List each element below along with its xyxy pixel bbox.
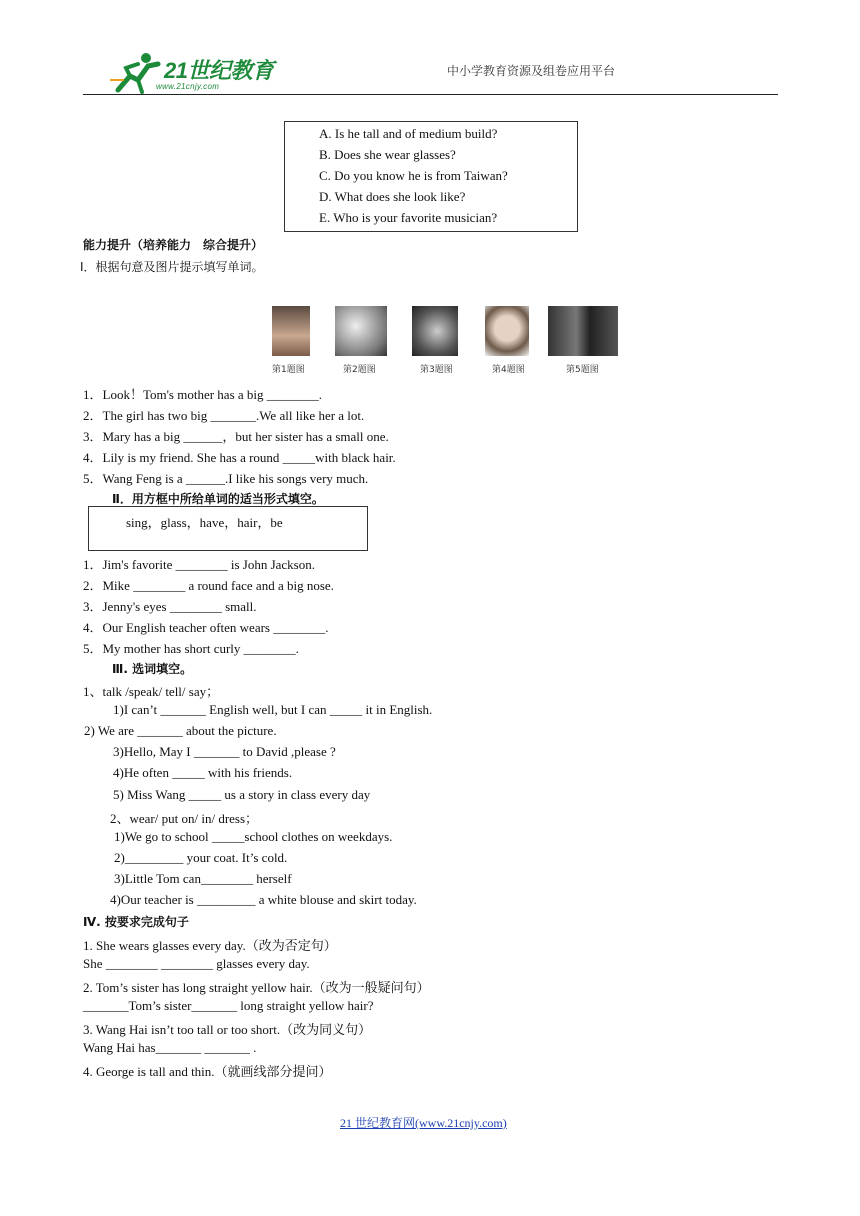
part4-line: She ________ ________ glasses every day.: [83, 956, 310, 971]
part2-item: 2．Mike ________ a round face and a big nose.: [83, 578, 334, 593]
part1-title: Ⅰ．根据句意及图片提示填写单词。: [80, 260, 264, 274]
part2-item: 4．Our English teacher often wears ________.: [83, 620, 329, 635]
part2-item: 3．Jenny's eyes ________ small.: [83, 599, 257, 614]
part4-title: Ⅳ. 按要求完成句子: [83, 915, 189, 929]
part3-group2-title: 2、wear/ put on/ in/ dress；: [110, 811, 259, 826]
logo-url: www.21cnjy.com: [156, 82, 220, 91]
part3-item: 4)He often _____ with his friends.: [113, 765, 293, 780]
photo-eyes: [335, 306, 387, 356]
part1-item: 2．The girl has two big _______.We all like her a lot.: [83, 408, 365, 423]
options-box: [284, 121, 578, 232]
option-b: B. Does she wear glasses?: [319, 147, 456, 162]
part4-line: 4. George is tall and thin.（就画线部分提问）: [83, 1064, 332, 1079]
part3-item: 5) Miss Wang _____ us a story in class every day: [113, 787, 371, 802]
section-heading: 能力提升（培养能力 综合提升）: [83, 238, 264, 252]
caption-3: 第3题图: [420, 365, 453, 375]
part3-item: 3)Little Tom can________ herself: [114, 871, 292, 886]
word-box: [88, 506, 368, 551]
part2-item: 5．My mother has short curly ________.: [83, 641, 299, 656]
caption-1: 第1题图: [272, 365, 305, 375]
part1-item: 3．Mary has a big ______，but her sister has a small one.: [83, 429, 389, 444]
part4-line: 2. Tom’s sister has long straight yellow hair.（改为一般疑问句）: [83, 980, 430, 995]
part4-line: _______Tom’s sister_______ long straight yellow hair?: [83, 998, 374, 1013]
part3-item: 2)_________ your coat. It’s cold.: [114, 850, 288, 865]
part4-line: 1. She wears glasses every day.（改为否定句）: [83, 938, 337, 953]
photo-singer: [548, 306, 618, 356]
photo-nose: [412, 306, 458, 356]
part3-item: 3)Hello, May I _______ to David ,please ?: [113, 744, 336, 759]
part2-title: Ⅱ．用方框中所给单词的适当形式填空。: [112, 492, 324, 506]
caption-2: 第2题图: [343, 365, 376, 375]
caption-5: 第5题图: [566, 365, 599, 375]
part1-item: 4．Lily is my friend. She has a round _____with black hair.: [83, 450, 396, 465]
option-d: D. What does she look like?: [319, 189, 466, 204]
option-e: E. Who is your favorite musician?: [319, 210, 498, 225]
part4-line: 3. Wang Hai isn’t too tall or too short.（改为同义句）: [83, 1022, 372, 1037]
option-a: A. Is he tall and of medium build?: [319, 126, 498, 141]
part1-item: 5．Wang Feng is a ______.I like his songs very much.: [83, 471, 369, 486]
logo-text: 21世纪教育: [164, 58, 274, 83]
part2-item: 1．Jim's favorite ________ is John Jackson.: [83, 557, 315, 572]
option-c: C. Do you know he is from Taiwan?: [319, 168, 508, 183]
part3-item: 4)Our teacher is _________ a white blouse and skirt today.: [110, 892, 417, 907]
part3-item: 2) We are _______ about the picture.: [84, 723, 277, 738]
part3-title: Ⅲ. 选词填空。: [112, 662, 193, 676]
platform-title: 中小学教育资源及组卷应用平台: [447, 64, 616, 78]
photo-face: [485, 306, 529, 356]
site-logo: [108, 50, 278, 94]
caption-4: 第4题图: [492, 365, 525, 375]
part3-item: 1)We go to school _____school clothes on weekdays.: [114, 829, 393, 844]
part3-item: 1)I can’t _______ English well, but I can _____ it in English.: [113, 702, 433, 717]
header-divider: [83, 94, 778, 95]
word-list: sing，glass，have，hair，be: [126, 515, 283, 530]
photo-mouth: [272, 306, 310, 356]
part1-item: 1．Look！Tom's mother has a big ________.: [83, 387, 323, 402]
footer-link[interactable]: 21 世纪教育网(www.21cnjy.com): [340, 1116, 507, 1130]
part3-group1-title: 1、talk /speak/ tell/ say；: [83, 684, 220, 699]
part4-line: Wang Hai has_______ _______ .: [83, 1040, 257, 1055]
